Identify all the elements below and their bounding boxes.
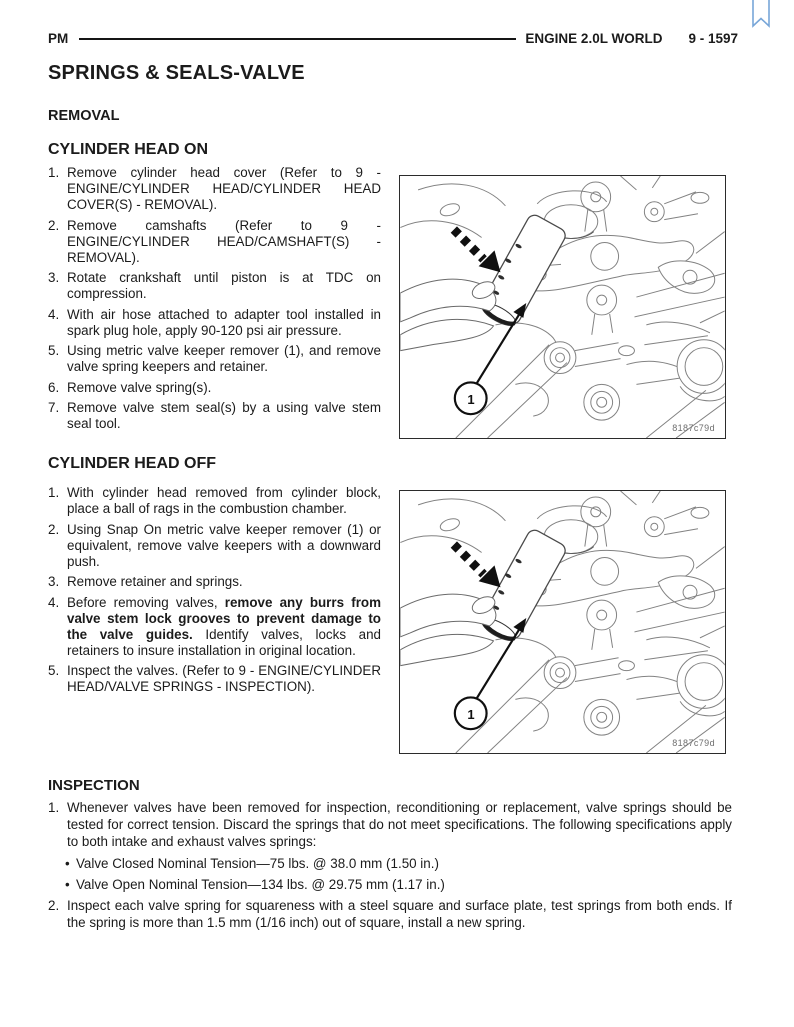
step: 3. Rotate crankshaft until piston is at TDC on compression. (48, 270, 381, 301)
bullet-icon: • (65, 877, 70, 892)
header-product-code: PM (48, 31, 69, 46)
step: 1. Whenever valves have been removed for inspection, reconditioning or replacement, valve springs should be tested for correct tension. Discard the springs that do not meet specifications. The following specifications apply to both intake and exhaust valves springs: (48, 800, 732, 849)
figure-code: 8187c79d (672, 423, 715, 433)
step: 7. Remove valve stem seal(s) by a using valve stem seal tool. (48, 400, 381, 431)
figure-valve-keeper-removal-head-on (399, 175, 726, 439)
heading-cylinder-head-off: CYLINDER HEAD OFF (48, 455, 216, 472)
figure-valve-keeper-removal-head-off (399, 490, 726, 754)
engine-head-line-art (400, 491, 725, 753)
step: 1. With cylinder head removed from cylinder block, place a ball of rags in the combustion chamber. (48, 485, 381, 516)
spec-bullet-valve-open: • Valve Open Nominal Tension—134 lbs. @ 29.75 mm (1.17 in.) (65, 877, 445, 892)
step: 2. Using Snap On metric valve keeper remover (1) or equivalent, remove valve keepers with a downward push. (48, 521, 381, 569)
step: 2. Inspect each valve spring for squareness with a steel square and surface plate, test springs from both ends. If the spring is more than 1.5 mm (1/16 inch) out of square, install a new spring. (48, 898, 732, 930)
engine-head-line-art (400, 176, 725, 438)
bullet-icon: • (65, 856, 70, 871)
step: 4. Before removing valves, remove any burrs from valve stem lock grooves to prevent damage to the valve guides. Identify valves, locks and retainers to insure installation in original location. (48, 594, 381, 658)
bookmark-icon[interactable] (750, 0, 772, 29)
warning-bold-text: remove any burrs from valve stem lock grooves to prevent damage to the valve guides. (67, 594, 381, 642)
step: 2. Remove camshafts (Refer to 9 - ENGINE/CYLINDER HEAD/CAMSHAFT(S) - REMOVAL). (48, 217, 381, 265)
step: 1. Remove cylinder head cover (Refer to 9 - ENGINE/CYLINDER HEAD/CYLINDER HEAD COVER(S) - REMOVAL). (48, 165, 381, 212)
step: 6. Remove valve spring(s). (48, 379, 212, 395)
header-title: ENGINE 2.0L WORLD (525, 31, 663, 46)
heading-removal: REMOVAL (48, 108, 120, 124)
figure-callout-label: 1 (467, 706, 475, 722)
inspection-steps (48, 799, 732, 936)
page-header (48, 31, 738, 46)
spec-bullet-valve-closed: • Valve Closed Nominal Tension—75 lbs. @ 38.0 mm (1.50 in.) (65, 856, 439, 871)
heading-cylinder-head-on: CYLINDER HEAD ON (48, 141, 209, 158)
step: 5. Inspect the valves. (Refer to 9 - ENGINE/CYLINDER HEAD/VALVE SPRINGS - INSPECTION). (48, 663, 381, 694)
cylinder-head-on-steps (48, 165, 381, 437)
figure-code: 8187c79d (672, 738, 715, 748)
page-title: SPRINGS & SEALS-VALVE (48, 62, 305, 84)
figure-callout-label: 1 (467, 391, 475, 407)
step: 4. With air hose attached to adapter tool installed in spark plug hole, apply 90-120 psi air pressure. (48, 306, 381, 338)
header-page-number: 9 - 1597 (688, 31, 738, 46)
step: 3. Remove retainer and springs. (48, 574, 243, 589)
heading-inspection: INSPECTION (48, 777, 140, 794)
step: 5. Using metric valve keeper remover (1), and remove valve spring keepers and retainer. (48, 343, 381, 374)
header-rule (79, 38, 516, 40)
cylinder-head-off-steps (48, 485, 381, 700)
